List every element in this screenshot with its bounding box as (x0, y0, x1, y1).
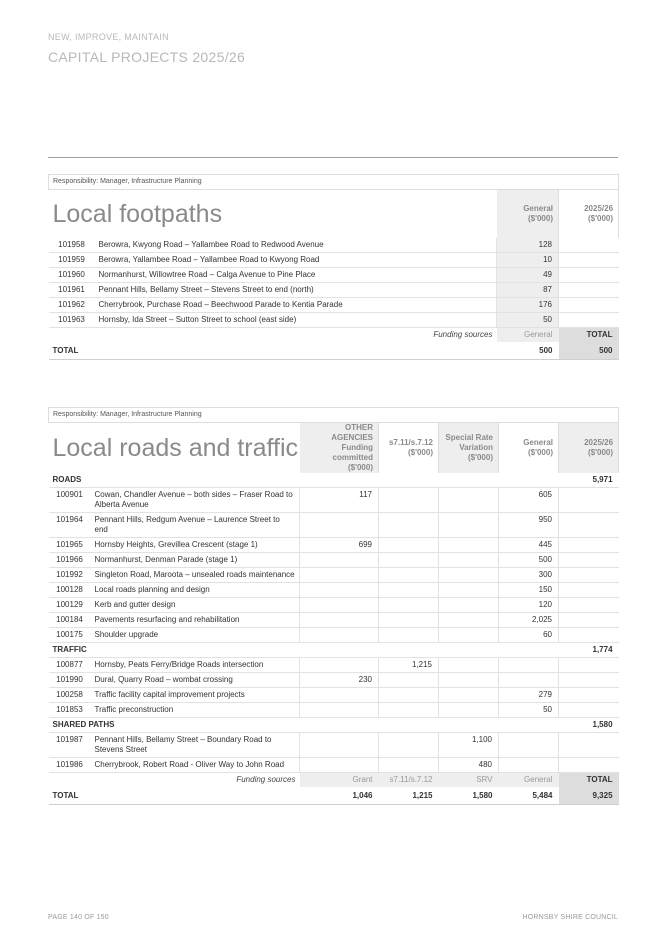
other-agencies-value (300, 553, 379, 568)
page-number: PAGE 140 OF 150 (48, 914, 109, 921)
project-code: 101963 (49, 312, 95, 327)
project-description: Pennant Hills, Redgum Avenue – Laurence Street to end (91, 513, 300, 538)
s711-value (379, 628, 439, 643)
general-value: 50 (497, 312, 559, 327)
project-description: Kerb and gutter design (91, 598, 300, 613)
other-agencies-value (300, 758, 379, 773)
project-description: Dural, Quarry Road – wombat crossing (91, 673, 300, 688)
col-header-s711: s7.11/s.7.12 ($'000) (379, 423, 439, 474)
other-agencies-value (300, 733, 379, 758)
table-row (49, 673, 619, 688)
section-name: TRAFFIC (49, 643, 559, 658)
funding-general: General (497, 327, 559, 342)
year-value (559, 312, 619, 327)
s711-value (379, 513, 439, 538)
project-code: 101966 (49, 553, 91, 568)
total-general: 500 (497, 342, 559, 360)
table-row (49, 297, 619, 312)
project-code: 101958 (49, 238, 95, 253)
total-row (49, 342, 619, 360)
heading-rule (48, 157, 618, 158)
funding-s711: s7.11/s.7.12 (379, 773, 439, 788)
general-value (499, 758, 559, 773)
col-header-general: General ($'000) (499, 423, 559, 474)
total-general: 5,484 (499, 787, 559, 805)
table-row (49, 312, 619, 327)
project-description: Berowra, Kwyong Road – Yallambee Road to Redwood Avenue (95, 238, 497, 253)
year-value (559, 568, 619, 583)
roads-table (48, 407, 619, 805)
project-description: Pavements resurfacing and rehabilitation (91, 613, 300, 628)
other-agencies-value (300, 628, 379, 643)
section-kicker: NEW, IMPROVE, MAINTAIN (48, 32, 169, 42)
srv-value (439, 513, 499, 538)
project-description: Pennant Hills, Bellamy Street – Stevens Street to end (north) (95, 282, 497, 297)
table-row (49, 267, 619, 282)
responsibility-label: Responsibility: Manager, Infrastructure Planning (49, 175, 619, 190)
year-value (559, 252, 619, 267)
project-description: Hornsby Heights, Grevillea Crescent (stage 1) (91, 538, 300, 553)
project-description: Pennant Hills, Bellamy Street – Boundary Road to Stevens Street (91, 733, 300, 758)
s711-value (379, 553, 439, 568)
general-value: 128 (497, 238, 559, 253)
project-code: 100129 (49, 598, 91, 613)
responsibility-label: Responsibility: Manager, Infrastructure Planning (49, 408, 619, 423)
project-code: 101986 (49, 758, 91, 773)
total-year: 9,325 (559, 787, 619, 805)
other-agencies-value (300, 613, 379, 628)
year-value (559, 758, 619, 773)
general-value: 49 (497, 267, 559, 282)
section-header-row (49, 643, 619, 658)
general-value: 300 (499, 568, 559, 583)
col-header-other-agencies: OTHER AGENCIES Funding committed ($'000) (300, 423, 379, 474)
project-description: Traffic preconstruction (91, 703, 300, 718)
total-s711: 1,215 (379, 787, 439, 805)
project-code: 101959 (49, 252, 95, 267)
funding-other: Grant (300, 773, 379, 788)
year-value (559, 703, 619, 718)
general-value: 120 (499, 598, 559, 613)
general-value: 279 (499, 688, 559, 703)
table-row (49, 513, 619, 538)
s711-value (379, 613, 439, 628)
general-value: 176 (497, 297, 559, 312)
srv-value (439, 583, 499, 598)
other-agencies-value (300, 598, 379, 613)
funding-general: General (499, 773, 559, 788)
project-code: 100877 (49, 658, 91, 673)
project-code: 100901 (49, 488, 91, 513)
s711-value (379, 733, 439, 758)
section-header-row (49, 718, 619, 733)
project-description: Hornsby, Peats Ferry/Bridge Roads intersection (91, 658, 300, 673)
year-value (559, 282, 619, 297)
project-description: Traffic facility capital improvement projects (91, 688, 300, 703)
table-title: Local roads and traffic (52, 434, 299, 462)
s711-value (379, 758, 439, 773)
s711-value (379, 583, 439, 598)
total-label: TOTAL (49, 787, 91, 805)
table-row (49, 628, 619, 643)
other-agencies-value (300, 513, 379, 538)
col-header-srv: Special Rate Variation ($'000) (439, 423, 499, 474)
table-row (49, 703, 619, 718)
project-code: 101853 (49, 703, 91, 718)
year-value (559, 583, 619, 598)
total-year: 500 (559, 342, 619, 360)
general-value: 950 (499, 513, 559, 538)
s711-value (379, 673, 439, 688)
general-value: 60 (499, 628, 559, 643)
srv-value: 480 (439, 758, 499, 773)
s711-value (379, 598, 439, 613)
project-code: 101962 (49, 297, 95, 312)
page-heading: CAPITAL PROJECTS 2025/26 (48, 49, 246, 65)
general-value (499, 733, 559, 758)
srv-value (439, 673, 499, 688)
col-header-year: 2025/26 ($'000) (559, 190, 619, 238)
table-row (49, 568, 619, 583)
year-value (559, 538, 619, 553)
project-code: 101965 (49, 538, 91, 553)
table-row (49, 758, 619, 773)
footpaths-table (48, 174, 619, 360)
table-row (49, 733, 619, 758)
council-name: HORNSBY SHIRE COUNCIL (522, 914, 618, 921)
project-code: 101964 (49, 513, 91, 538)
project-code: 101987 (49, 733, 91, 758)
year-value (559, 553, 619, 568)
s711-value (379, 688, 439, 703)
table-row (49, 658, 619, 673)
general-value: 150 (499, 583, 559, 598)
general-value: 445 (499, 538, 559, 553)
funding-srv: SRV (439, 773, 499, 788)
table-row (49, 553, 619, 568)
s711-value (379, 538, 439, 553)
table-row (49, 238, 619, 253)
srv-value (439, 488, 499, 513)
funding-sources-row (49, 327, 619, 342)
year-value (559, 733, 619, 758)
project-description: Normanhurst, Denman Parade (stage 1) (91, 553, 300, 568)
project-description: Cherrybrook, Robert Road - Oliver Way to John Road (91, 758, 300, 773)
table-row (49, 282, 619, 297)
other-agencies-value (300, 583, 379, 598)
general-value: 2,025 (499, 613, 559, 628)
project-code: 101990 (49, 673, 91, 688)
general-value (499, 673, 559, 688)
general-value: 50 (499, 703, 559, 718)
section-total: 5,971 (559, 473, 619, 488)
section-total: 1,580 (559, 718, 619, 733)
project-code: 101960 (49, 267, 95, 282)
general-value: 500 (499, 553, 559, 568)
table-row (49, 688, 619, 703)
funding-label: Funding sources (236, 775, 296, 784)
project-code: 100128 (49, 583, 91, 598)
total-label: TOTAL (49, 342, 95, 360)
srv-value (439, 658, 499, 673)
total-other: 1,046 (300, 787, 379, 805)
other-agencies-value: 230 (300, 673, 379, 688)
srv-value (439, 628, 499, 643)
year-value (559, 613, 619, 628)
project-description: Shoulder upgrade (91, 628, 300, 643)
srv-value (439, 703, 499, 718)
project-description: Singleton Road, Maroota – unsealed roads maintenance (91, 568, 300, 583)
table-row (49, 583, 619, 598)
project-code: 100184 (49, 613, 91, 628)
funding-sources-row (49, 773, 619, 788)
srv-value (439, 538, 499, 553)
table-row (49, 488, 619, 513)
project-code: 101992 (49, 568, 91, 583)
total-srv: 1,580 (439, 787, 499, 805)
project-description: Cherrybrook, Purchase Road – Beechwood Parade to Kentia Parade (95, 297, 497, 312)
total-row (49, 787, 619, 805)
table-row (49, 613, 619, 628)
other-agencies-value (300, 688, 379, 703)
col-header-general: General ($'000) (497, 190, 559, 238)
other-agencies-value: 699 (300, 538, 379, 553)
project-description: Local roads planning and design (91, 583, 300, 598)
section-header-row (49, 473, 619, 488)
section-name: ROADS (49, 473, 559, 488)
year-value (559, 238, 619, 253)
general-value (499, 658, 559, 673)
project-code: 100175 (49, 628, 91, 643)
funding-total: TOTAL (559, 773, 619, 788)
srv-value (439, 568, 499, 583)
year-value (559, 628, 619, 643)
funding-total: TOTAL (559, 327, 619, 342)
project-description: Hornsby, Ida Street – Sutton Street to school (east side) (95, 312, 497, 327)
s711-value (379, 568, 439, 583)
year-value (559, 598, 619, 613)
other-agencies-value: 117 (300, 488, 379, 513)
section-total: 1,774 (559, 643, 619, 658)
srv-value (439, 688, 499, 703)
general-value: 10 (497, 252, 559, 267)
srv-value (439, 598, 499, 613)
year-value (559, 488, 619, 513)
year-value (559, 688, 619, 703)
other-agencies-value (300, 568, 379, 583)
table-row (49, 538, 619, 553)
srv-value: 1,100 (439, 733, 499, 758)
srv-value (439, 613, 499, 628)
project-description: Cowan, Chandler Avenue – both sides – Fraser Road to Alberta Avenue (91, 488, 300, 513)
project-code: 101961 (49, 282, 95, 297)
s711-value (379, 488, 439, 513)
s711-value (379, 703, 439, 718)
other-agencies-value (300, 703, 379, 718)
table-row (49, 252, 619, 267)
s711-value: 1,215 (379, 658, 439, 673)
project-description: Normanhurst, Willowtree Road – Calga Avenue to Pine Place (95, 267, 497, 282)
table-row (49, 598, 619, 613)
year-value (559, 513, 619, 538)
year-value (559, 267, 619, 282)
general-value: 605 (499, 488, 559, 513)
other-agencies-value (300, 658, 379, 673)
year-value (559, 673, 619, 688)
year-value (559, 658, 619, 673)
project-description: Berowra, Yallambee Road – Yallambee Road to Kwyong Road (95, 252, 497, 267)
year-value (559, 297, 619, 312)
col-header-year: 2025/26 ($'000) (559, 423, 619, 474)
srv-value (439, 553, 499, 568)
funding-label: Funding sources (433, 329, 493, 339)
project-code: 100258 (49, 688, 91, 703)
table-title: Local footpaths (52, 199, 223, 228)
general-value: 87 (497, 282, 559, 297)
section-name: SHARED PATHS (49, 718, 559, 733)
